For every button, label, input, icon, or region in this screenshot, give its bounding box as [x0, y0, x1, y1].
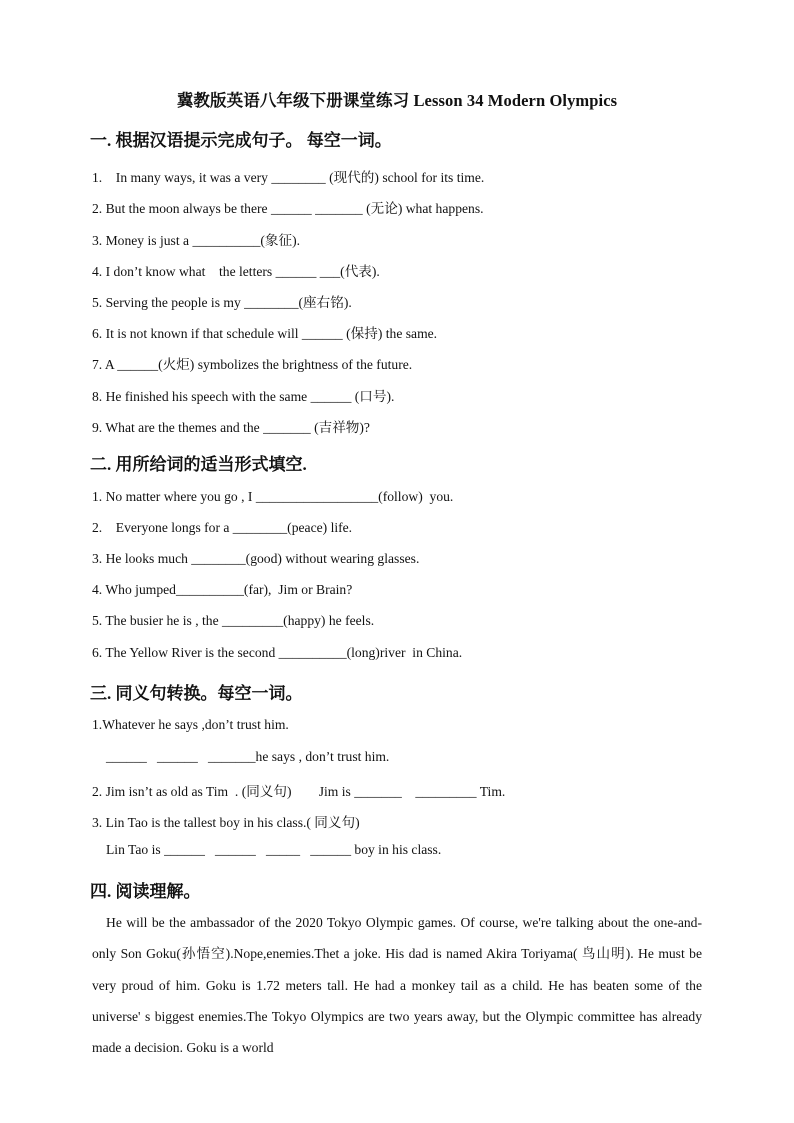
part1-item-6: 6. It is not known if that schedule will ______ (保持) the same.: [92, 326, 438, 341]
part1-item-5: 5. Serving the people is my ________(座右铭).: [92, 295, 352, 310]
part1-item-2: 2. But the moon always be there ______ _______ (无论) what happens.: [92, 201, 484, 216]
part1-item-3: 3. Money is just a __________(象征).: [92, 233, 301, 248]
part1-item-7: 7. A ______(火炬) symbolizes the brightness of the future.: [92, 357, 413, 372]
part1-item-1: 1. In many ways, it was a very ________ (现代的) school for its time.: [92, 170, 485, 185]
part3-item-2: 2. Jim isn’t as old as Tim . (同义句) Jim is _______ _________ Tim.: [92, 784, 506, 799]
part3-item-3-answer: Lin Tao is ______ ______ _____ ______ boy in his class.: [106, 842, 442, 857]
section-heading-2: 二. 用所给词的适当形式填空.: [90, 455, 307, 474]
part2-item-6: 6. The Yellow River is the second __________(long)river in China.: [92, 645, 463, 660]
part2-item-1: 1. No matter where you go , I __________________(follow) you.: [92, 489, 454, 504]
part2-item-2: 2. Everyone longs for a ________(peace) life.: [92, 520, 353, 535]
section-heading-1: 一. 根据汉语提示完成句子。 每空一词。: [90, 131, 392, 150]
part1-item-8: 8. He finished his speech with the same ______ (口号).: [92, 389, 395, 404]
section-heading-4: 四. 阅读理解。: [90, 882, 201, 901]
reading-passage: He will be the ambassador of the 2020 Tokyo Olympic games. Of course, we're talking about the one-and-only Son Goku(孙悟空).Nope,enemies.Thet a joke. His dad is named Akira Toriyama( 鸟山明). He must be very proud of him. Goku is 1.72 meters tall. He had a monkey tail as a child. He has beaten some of the universe' s biggest enemies.The Tokyo Olympics are two years away, but the Olympic committee has already made a decision. Goku is a world: [92, 915, 702, 1056]
part2-item-4: 4. Who jumped__________(far), Jim or Brain?: [92, 582, 353, 597]
part2-item-5: 5. The busier he is , the _________(happy) he feels.: [92, 613, 375, 628]
page-title: 冀教版英语八年级下册课堂练习 Lesson 34 Modern Olympics: [176, 91, 618, 110]
part2-item-3: 3. He looks much ________(good) without wearing glasses.: [92, 551, 420, 566]
part3-item-3: 3. Lin Tao is the tallest boy in his class.( 同义句): [92, 815, 360, 830]
part3-item-1: 1.Whatever he says ,don’t trust him.: [92, 717, 289, 732]
part3-item-1-answer: ______ ______ _______he says , don’t trust him.: [106, 749, 390, 764]
part1-item-9: 9. What are the themes and the _______ (吉祥物)?: [92, 420, 370, 435]
section-heading-3: 三. 同义句转换。每空一词。: [90, 684, 303, 703]
part1-item-4: 4. I don’t know what the letters ______ ___(代表).: [92, 264, 380, 279]
